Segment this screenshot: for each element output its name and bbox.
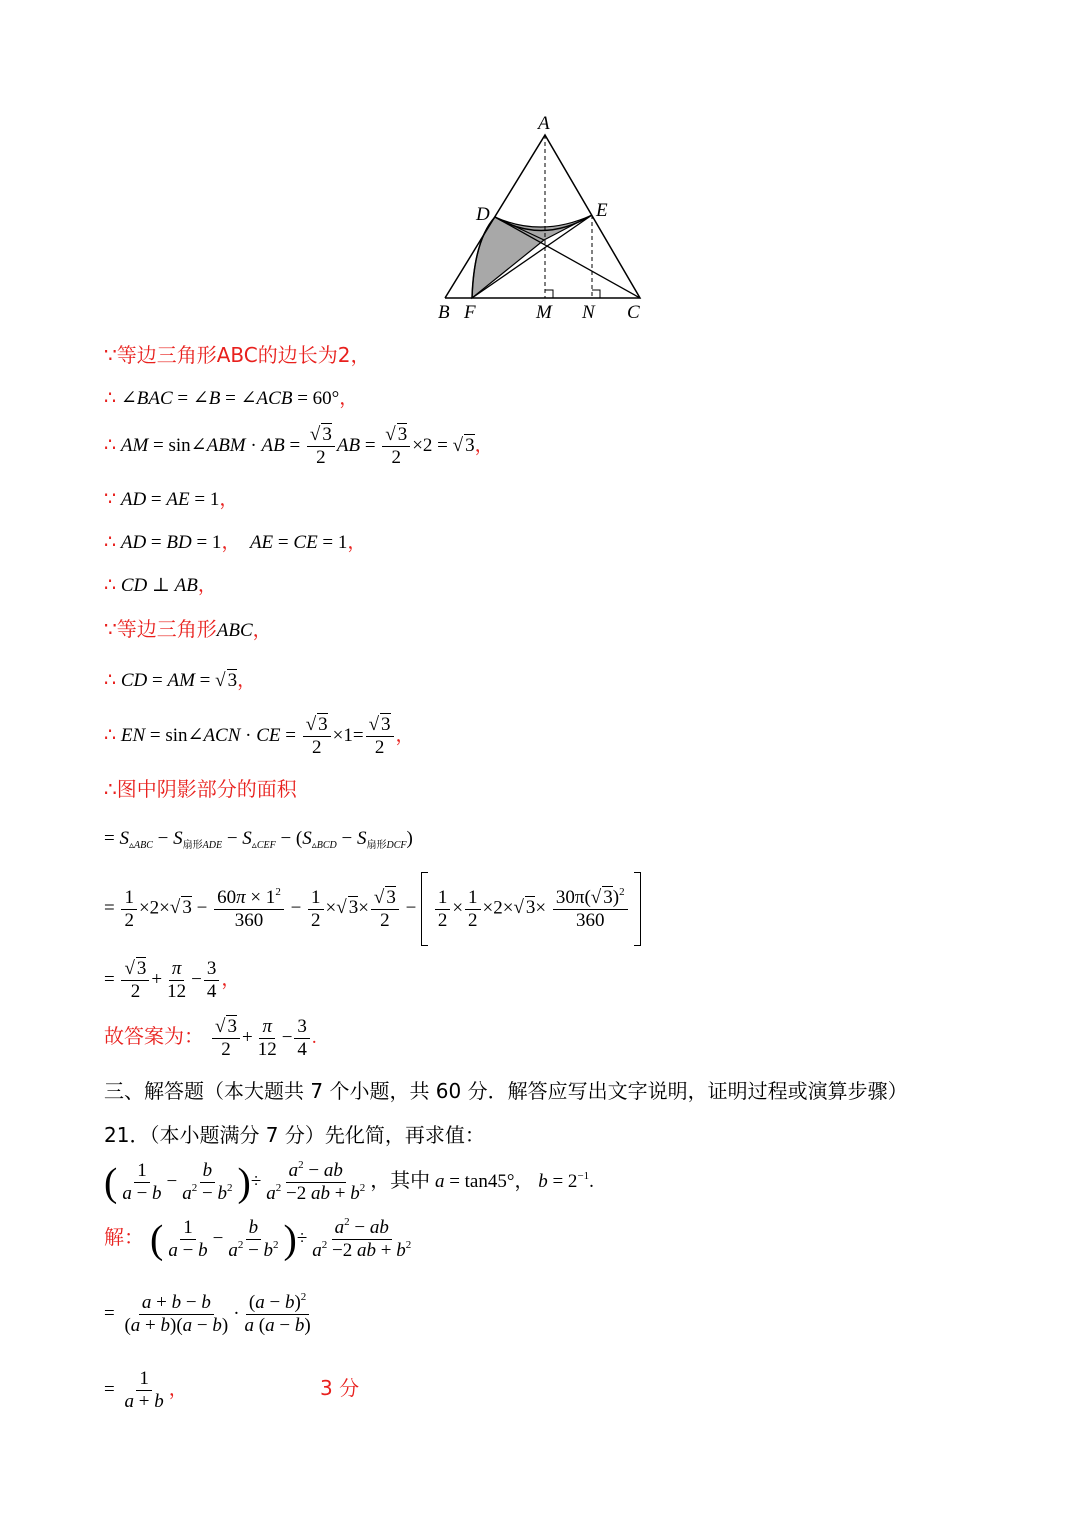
line-5: ∴ AD = BD = 1， AE = CE = 1， — [104, 532, 367, 553]
line-8: ∴ CD = AM = √ 3， — [104, 669, 256, 693]
label-m: M — [536, 302, 552, 323]
label-c: C — [627, 302, 640, 323]
label-e: E — [596, 200, 608, 221]
answer-line: 故答案为： √ $\frac{3}{2}$ + $\frac{\pi}{12}$ − $\frac{3}{4}$ . — [104, 1016, 317, 1061]
line-9: ∴ EN = sin∠ACN · CE = √ $\frac{3}{2}$ ×1= √ $\frac{3}{2}$ ， — [104, 714, 415, 759]
line-13: = √ $\frac{3}{2}$ + $\frac{\pi}{12}$ − $\frac{3}{4}$ ， — [104, 958, 240, 1003]
right-angle-n — [592, 290, 600, 298]
q21-expression: ( $\frac{1}{a - b}$ − $\frac{b}{a^2 - b^2}$ )÷ $\frac{a^2 - ab}{a^2 -2 ab + b^2}$ ，其中 a = tan45°， $b = 2^{-1}$. — [104, 1159, 594, 1205]
question-21: 21．（本小题满分 7 分）先化简，再求值： — [104, 1123, 485, 1147]
geometry-figure — [430, 110, 660, 325]
solution-start: 解： ( $\frac{1}{a - b}$ − $\frac{b}{a^2 - b^2}$ )÷ $\frac{a^2 - ab}{a^2 -2 ab + b^2}$ — [104, 1216, 412, 1262]
label-d: D — [476, 204, 490, 225]
score-note: 3 分 — [320, 1376, 360, 1400]
label-b: B — [438, 302, 450, 323]
solution-step-2: = $\frac{a + b - b}{(a + b)(a - b)}$ · $\frac{(a - b)^2}{a (a - b)}$ — [104, 1291, 311, 1336]
right-angle-m — [545, 290, 553, 298]
label-a: A — [538, 113, 550, 134]
line-3: ∴ AM = sin∠ABM · AB = √ $\frac{3}{2}$ AB = √ $\frac{3}{2}$ ×2 = √ 3， — [104, 424, 494, 469]
solution-step-3: = $\frac{1}{a + b}$ ， — [104, 1368, 188, 1412]
line-6: ∴ CD ⊥ AB， — [104, 575, 217, 596]
label-f: F — [464, 302, 476, 323]
line-10: ∴图中阴影部分的面积 — [104, 777, 297, 801]
section-3-heading: 三、解答题（本大题共 7 个小题，共 60 分．解答应写出文字说明，证明过程或演算步骤） — [104, 1079, 908, 1103]
label-n: N — [582, 302, 595, 323]
line-7: ∵等边三角形ABC， — [104, 617, 272, 641]
line-1: ∵等边三角形ABC的边长为2， — [104, 343, 371, 367]
line-4: ∵ AD = AE = 1， — [104, 489, 239, 510]
line-11: = $S_{▵ABC} - S_{扇形ADE} - S_{▵CEF} - (S_{▵BCD} - S_{扇形DCF})$ — [104, 828, 413, 851]
line-12: = $\frac{1}{2}$ ×2×√ 3 − $\frac{60\pi \times 1^2}{360}$ − $\frac{1}{2}$ ×√ 3× √ $\frac{3}{2}$ − $\frac{1}{2}$ × $\frac{1}{2}$ ×2×√ 3× $\frac{30\pi(√ 3)^2}{360}$ — [104, 872, 641, 946]
line-2: ∴ ∠BAC = ∠B = ∠ACB = 60°， — [104, 388, 359, 409]
